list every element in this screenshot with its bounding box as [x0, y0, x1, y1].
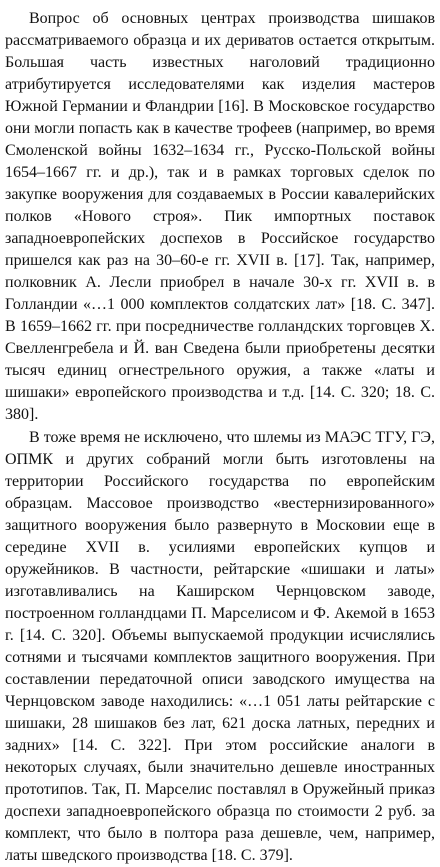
paragraph-2: В тоже время не исключено, что шлемы из МАЭС ТГУ, ГЭ, ОПМК и других собраний могли быть изготовлены на территории Российского государства по европейским образцам. Массовое производство «вестернизированного» защитного вооружения было развернуто в Московии еще в середине XVII в. усилиями европейских купцов и оружейников. В частности, рейтарские «шишаки и латы» изготавливались на Каширском Чернцовском заводе, построенном голландцами П. Марселисом и Ф. Акемой в 1653 г. [14. С. 320]. Объемы выпускаемой продукции исчислялись сотнями и тысячами комплектов защитного вооружения. При составлении передаточной описи заводского имущества на Чернцовском заводе находились: «…1 051 латы рейтарские с шишаки, 28 шишаков без лат, 621 доска латных, передних и задних» [14. С. 322]. При этом российские аналоги в некоторых случаях, были значительно дешевле иностранных прототипов. Так, П. Марселис поставлял в Оружейный приказ доспехи западноевропейского образца по стоимости 2 руб. за комплект, что было в полтора раза дешевле, чем, например, латы шведского производства [18. С. 379]. [5, 429, 435, 864]
paragraph-1: Вопрос об основных центрах производства шишаков рассматриваемого образца и их дериватов остается открытым. Большая часть известных наголовий традиционно атрибутируется исследователями как изделия мастеров Южной Германии и Фландрии [16]. В Московское государство они могли попасть как в качестве трофеев (например, во время Смоленской войны 1632–1634 гг., Русско-Польской войны 1654–1667 гг. и др.), так и в рамках торговых сделок по закупке вооружения для создаваемых в России кавалерийских полков «Нового строя». Пик импортных поставок западноевропейских доспехов в Российское государство пришелся как раз на 30–60-е гг. XVII в. [17]. Так, например, полковник А. Лесли приобрел в начале 30-х гг. XVII в. в Голландии «…1 000 комплектов солдатских лат» [18. С. 347]. В 1659–1662 гг. при посредничестве голландских торговцев Х. Свелленгребела и Й. ван Сведена были приобретены десятки тысяч единиц огнестрельного оружия, а также «латы и шишаки» европейского производства и т.д. [14. С. 320; 18. С. 380]. [5, 10, 435, 423]
